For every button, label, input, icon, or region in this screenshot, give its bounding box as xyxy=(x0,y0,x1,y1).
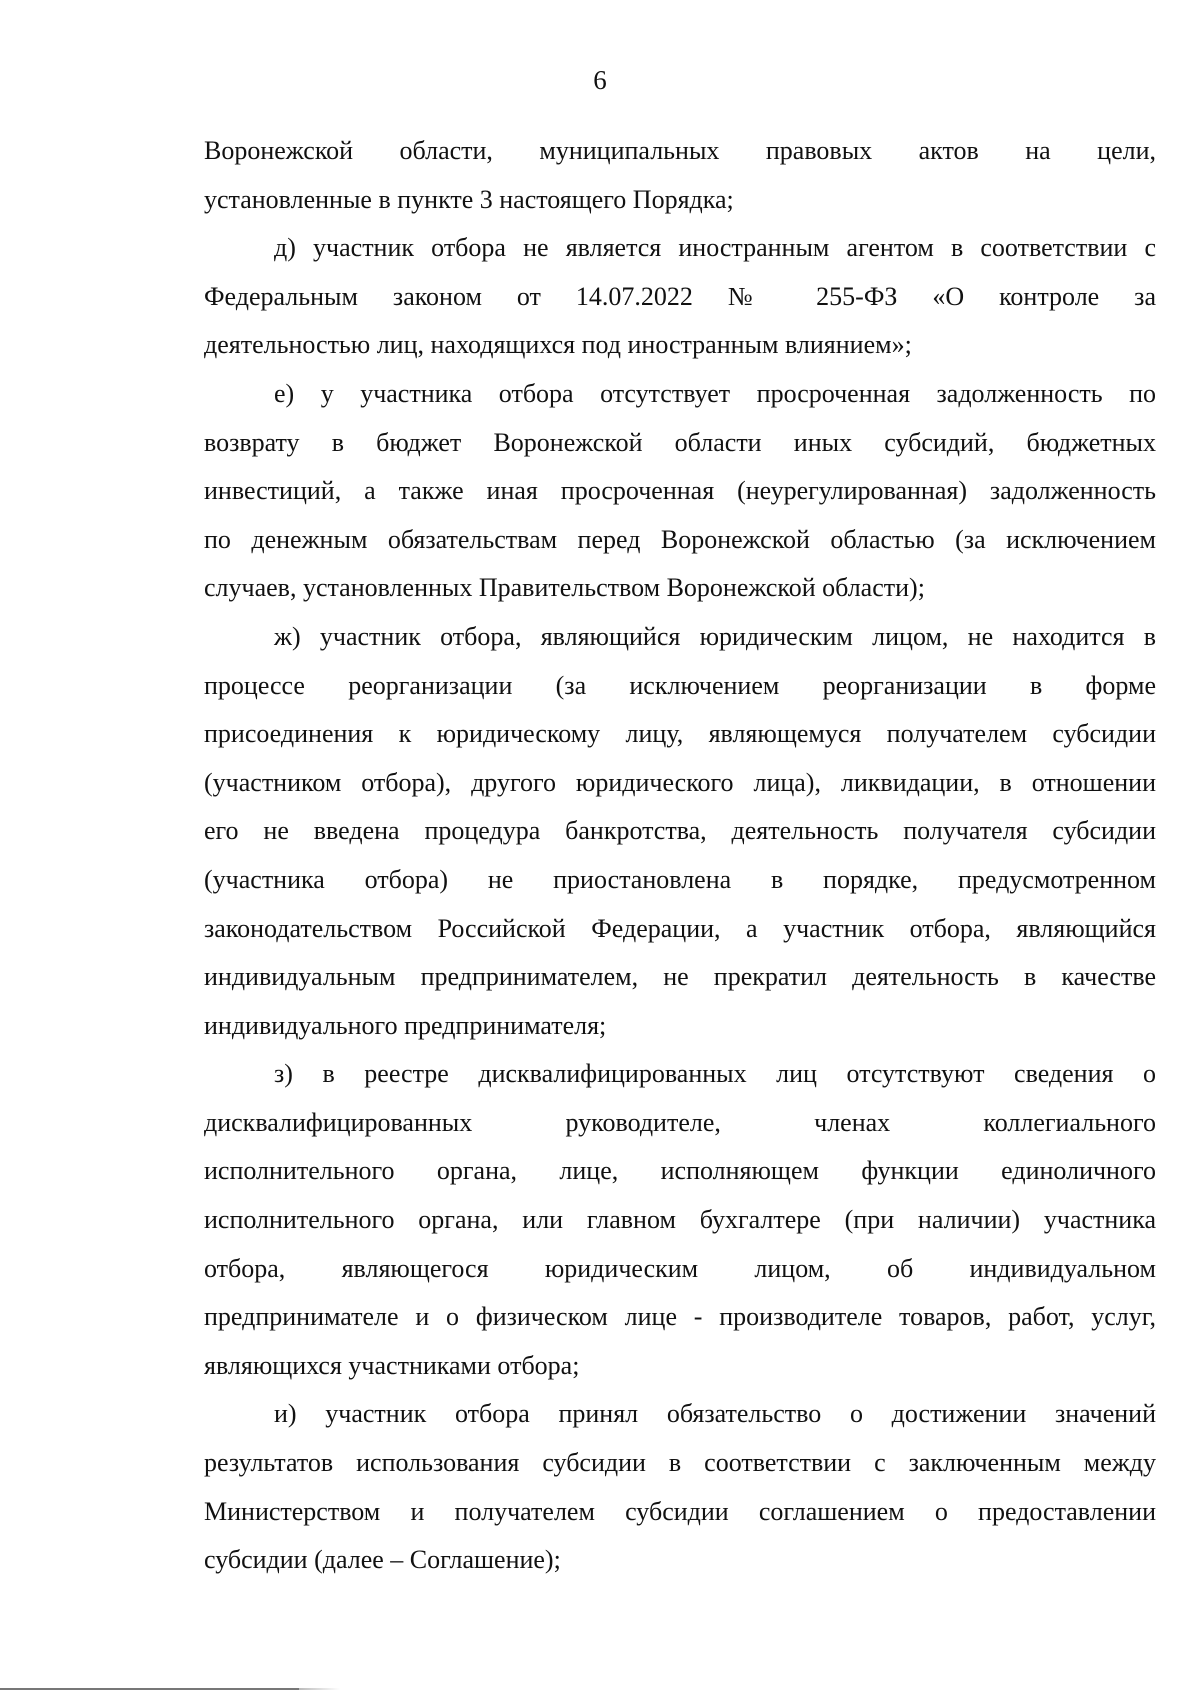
text-line: индивидуального предпринимателя; xyxy=(204,1010,607,1040)
text-line: индивидуальным предпринимателем, не прекратил деятельность в качестве xyxy=(204,962,1156,992)
text-line: инвестиций, а также иная просроченная (неурегулированная) задолженность xyxy=(204,476,1156,506)
text-line: (участника отбора) не приостановлена в порядке, предусмотренном xyxy=(204,864,1156,894)
paragraph-d xyxy=(204,224,1156,370)
text-line: по денежным обязательствам перед Воронежской областью (за исключением xyxy=(204,524,1156,554)
text-line: ж) участник отбора, являющийся юридическим лицом, не находится в xyxy=(274,621,1156,651)
text-line: предпринимателе и о физическом лице - производителе товаров, работ, услуг, xyxy=(204,1302,1156,1332)
text-line: е) у участника отбора отсутствует просроченная задолженность по xyxy=(274,378,1156,408)
text-line: Министерством и получателем субсидии соглашением о предоставлении xyxy=(204,1496,1156,1526)
text-line: деятельностью лиц, находящихся под иностранным влиянием»; xyxy=(204,330,912,360)
document-body xyxy=(204,127,1156,1585)
text-line: установленные в пункте 3 настоящего Порядка; xyxy=(204,184,734,214)
text-line: отбора, являющегося юридическим лицом, об индивидуальном xyxy=(204,1253,1156,1283)
text-line: Федеральным законом от 14.07.2022 № 255-ФЗ «О контроле за xyxy=(204,281,1156,311)
text-line: процессе реорганизации (за исключением реорганизации в форме xyxy=(204,670,1156,700)
paragraph-z xyxy=(204,1050,1156,1390)
paragraph-zh xyxy=(204,613,1156,1050)
text-line: результатов использования субсидии в соответствии с заключенным между xyxy=(204,1448,1156,1478)
text-line: его не введена процедура банкротства, деятельность получателя субсидии xyxy=(204,816,1156,846)
text-line: дисквалифицированных руководителе, членах коллегиального xyxy=(204,1107,1156,1137)
paragraph-i xyxy=(204,1390,1156,1584)
paragraph-e xyxy=(204,370,1156,613)
text-line: исполнительного органа, лице, исполняющем функции единоличного xyxy=(204,1156,1156,1186)
page-number: 6 xyxy=(593,65,607,95)
text-line: исполнительного органа, или главном бухгалтере (при наличии) участника xyxy=(204,1205,1156,1235)
paragraph-continuation xyxy=(204,127,1156,224)
scan-artifact-line xyxy=(0,1688,340,1690)
text-line: законодательством Российской Федерации, а участник отбора, являющийся xyxy=(204,913,1156,943)
text-line: случаев, установленных Правительством Воронежской области); xyxy=(204,573,925,603)
text-line: з) в реестре дисквалифицированных лиц отсутствуют сведения о xyxy=(274,1059,1156,1089)
text-line: (участником отбора), другого юридического лица), ликвидации, в отношении xyxy=(204,767,1156,797)
text-line: субсидии (далее – Соглашение); xyxy=(204,1545,561,1575)
text-line: Воронежской области, муниципальных правовых актов на цели, xyxy=(204,136,1156,165)
text-line: присоединения к юридическому лицу, являющемуся получателем субсидии xyxy=(204,719,1156,749)
text-line: д) участник отбора не является иностранным агентом в соответствии с xyxy=(274,233,1156,263)
text-line: являющихся участниками отбора; xyxy=(204,1350,580,1380)
text-line: возврату в бюджет Воронежской области иных субсидий, бюджетных xyxy=(204,427,1156,457)
text-line: и) участник отбора принял обязательство о достижении значений xyxy=(274,1399,1156,1429)
